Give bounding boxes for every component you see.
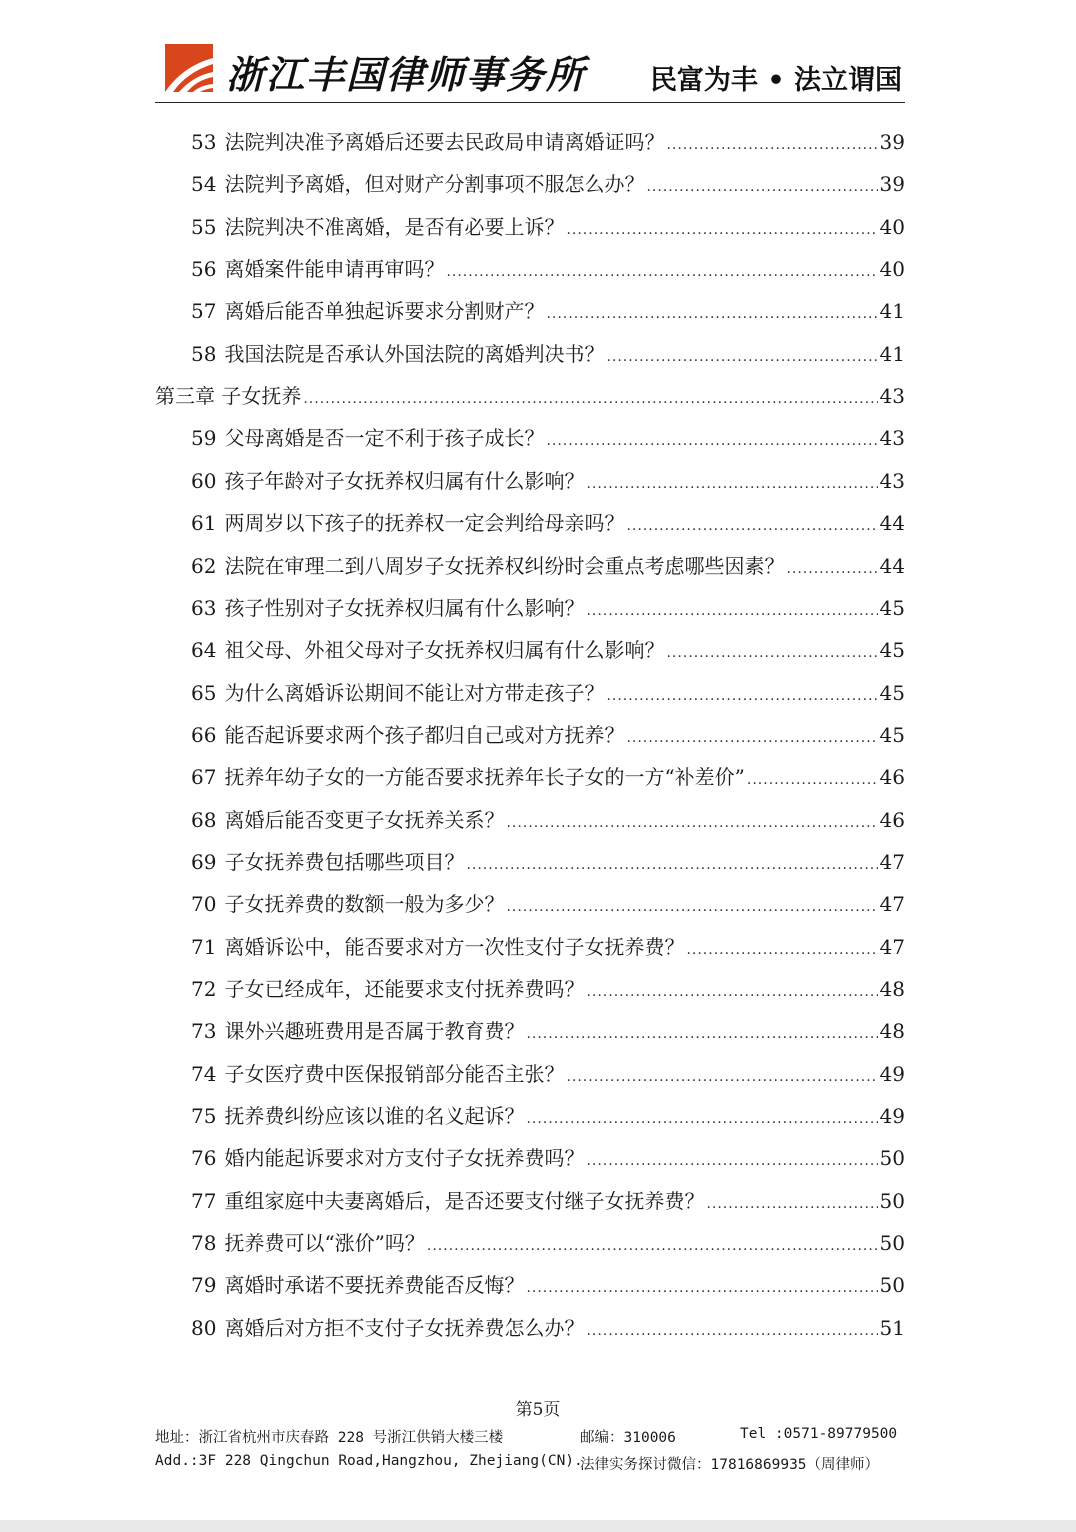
firm-slogan: 民富为丰 • 法立谓国 — [649, 65, 902, 96]
toc-entry[interactable] — [191, 1270, 905, 1300]
footer-address-cn: 地址：浙江省杭州市庆春路 228 号浙江供销大楼三楼 — [155, 1430, 504, 1446]
toc-dot-leader — [747, 765, 878, 795]
page-header — [0, 0, 1076, 110]
toc-entry-page: 43 — [879, 468, 905, 493]
toc-entry-title: 离婚诉讼中，能否要求对方一次性支付子女抚养费？ — [224, 934, 685, 959]
toc-entry-number: 60 — [191, 468, 217, 493]
toc-entry[interactable] — [191, 1016, 905, 1046]
toc-dot-leader — [586, 1316, 877, 1346]
toc-entry-page: 40 — [879, 214, 905, 239]
toc-entry-number: 57 — [191, 299, 217, 324]
toc-entry-page: 47 — [879, 934, 905, 959]
toc-entry-number: 80 — [191, 1315, 217, 1340]
toc-entry-number: 56 — [191, 257, 217, 282]
toc-entry-title: 第三章 子女抚养 — [155, 384, 302, 409]
toc-dot-leader — [666, 638, 877, 668]
toc-entry-title: 法院判决准予离婚后还要去民政局申请离婚证吗？ — [224, 130, 665, 154]
toc-entry-number: 74 — [191, 1061, 217, 1086]
toc-entry-title: 孩子性别对子女抚养权归属有什么影响？ — [224, 595, 585, 620]
toc-dot-leader — [506, 892, 877, 922]
toc-entry-number: 77 — [191, 1188, 217, 1213]
toc-entry[interactable] — [191, 1186, 905, 1216]
toc-entry-title: 婚内能起诉要求对方支付子女抚养费吗？ — [224, 1146, 585, 1171]
toc-entry-page: 45 — [879, 638, 905, 663]
toc-entry-title: 两周岁以下孩子的抚养权一定会判给母亲吗？ — [224, 511, 625, 536]
firm-name: 浙江丰国律师事务所 — [226, 52, 587, 97]
toc-entry-number: 55 — [191, 214, 217, 239]
toc-entry-title: 子女医疗费中医保报销部分能否主张？ — [224, 1061, 565, 1086]
toc-entry-title: 子女抚养费的数额一般为多少？ — [224, 892, 505, 917]
toc-entry-number: 54 — [191, 172, 217, 197]
firm-logo-icon — [165, 44, 213, 92]
toc-entry[interactable] — [191, 1059, 905, 1089]
toc-dot-leader — [586, 469, 877, 499]
toc-entry-title: 父母离婚是否一定不利于孩子成长？ — [224, 426, 545, 451]
page-bottom-band — [0, 1520, 1076, 1532]
toc-dot-leader — [466, 850, 877, 880]
toc-dot-leader — [706, 1189, 877, 1219]
toc-entry-number: 58 — [191, 341, 217, 366]
toc-entry-page: 50 — [879, 1231, 905, 1256]
toc-entry-number: 66 — [191, 722, 217, 747]
toc-dot-leader — [526, 1104, 877, 1134]
toc-dot-leader — [626, 723, 877, 753]
toc-entry-page: 39 — [879, 172, 905, 197]
toc-entry-title: 能否起诉要求两个孩子都归自己或对方抚养？ — [224, 722, 625, 747]
toc-entry[interactable] — [191, 1313, 905, 1343]
toc-entry[interactable] — [191, 889, 905, 919]
toc-entry-title: 我国法院是否承认外国法院的离婚判决书？ — [224, 341, 605, 366]
toc-entry-number: 59 — [191, 426, 217, 451]
toc-entry[interactable] — [191, 169, 905, 199]
toc-entry-title: 抚养费可以“涨价”吗？ — [224, 1231, 425, 1256]
toc-entry-page: 47 — [879, 892, 905, 917]
toc-entry[interactable] — [191, 212, 905, 242]
toc-dot-leader — [506, 808, 877, 838]
toc-entry[interactable] — [191, 1143, 905, 1173]
toc-dot-leader — [586, 1146, 877, 1176]
toc-entry[interactable] — [191, 1228, 905, 1258]
toc-entry[interactable] — [191, 423, 905, 453]
toc-entry-number: 67 — [191, 765, 217, 790]
toc-entry-number: 63 — [191, 595, 217, 620]
toc-entry-title: 离婚后对方拒不支付子女抚养费怎么办？ — [224, 1315, 585, 1340]
toc-entry-number: 64 — [191, 638, 217, 663]
toc-entry[interactable] — [191, 847, 905, 877]
toc-entry-page: 47 — [879, 849, 905, 874]
toc-dot-leader — [646, 172, 877, 202]
toc-entry-page: 50 — [879, 1273, 905, 1298]
toc-dot-leader — [566, 1062, 877, 1092]
toc-entry[interactable] — [191, 466, 905, 496]
footer-address-en: Add.:3F 228 Qingchun Road,Hangzhou, Zhejiang(CN). — [155, 1453, 583, 1469]
toc-entry[interactable] — [191, 127, 905, 157]
toc-entry-page: 41 — [879, 341, 905, 366]
footer-postcode: 邮编：310006 — [580, 1430, 676, 1446]
toc-dot-leader — [606, 681, 877, 711]
toc-dot-leader — [686, 935, 877, 965]
toc-dot-leader — [446, 257, 877, 287]
toc-entry-title: 抚养费纠纷应该以谁的名义起诉？ — [224, 1104, 525, 1129]
toc-dot-leader — [303, 384, 877, 414]
toc-entry-title: 祖父母、外祖父母对子女抚养权归属有什么影响？ — [224, 638, 665, 663]
toc-dot-leader — [666, 130, 877, 160]
toc-entry-page: 39 — [879, 130, 905, 154]
toc-entry-number: 72 — [191, 977, 217, 1001]
toc-entry-title: 法院在审理二到八周岁子女抚养权纠纷时会重点考虑哪些因素？ — [224, 553, 785, 578]
toc-dot-leader — [786, 554, 877, 584]
toc-entry-page: 46 — [879, 807, 905, 832]
toc-entry[interactable] — [191, 508, 905, 538]
footer-tel: Tel :0571-89779500 — [740, 1426, 898, 1442]
toc-entry-page: 50 — [879, 1188, 905, 1213]
toc-entry-number: 78 — [191, 1231, 217, 1256]
toc-entry-number: 69 — [191, 849, 217, 874]
toc-entry-page: 50 — [879, 1146, 905, 1171]
toc-entry-title: 重组家庭中夫妻离婚后，是否还要支付继子女抚养费？ — [224, 1188, 705, 1213]
toc-dot-leader — [427, 1231, 878, 1261]
toc-entry-title: 法院判予离婚，但对财产分割事项不服怎么办？ — [224, 172, 645, 197]
toc-entry-page: 45 — [879, 595, 905, 620]
toc-entry[interactable] — [191, 805, 905, 835]
toc-entry[interactable] — [191, 551, 905, 581]
toc-entry-number: 79 — [191, 1273, 217, 1298]
toc-entry-title: 离婚后能否单独起诉要求分割财产？ — [224, 299, 545, 324]
toc-entry-number: 70 — [191, 892, 217, 917]
toc-entry-number: 61 — [191, 511, 217, 536]
toc-entry-page: 49 — [879, 1104, 905, 1129]
toc-entry-page: 48 — [879, 1019, 905, 1044]
toc-entry-title: 为什么离婚诉讼期间不能让对方带走孩子？ — [224, 680, 605, 705]
toc-dot-leader — [526, 1019, 877, 1049]
toc-entry-number: 76 — [191, 1146, 217, 1171]
toc-dot-leader — [586, 596, 877, 626]
toc-entry[interactable] — [191, 974, 905, 1004]
toc-entry[interactable] — [191, 254, 905, 284]
toc-entry-page: 45 — [879, 722, 905, 747]
toc-dot-leader — [526, 1273, 877, 1303]
toc-entry[interactable] — [191, 339, 905, 369]
toc-entry-title: 子女抚养费包括哪些项目？ — [224, 849, 465, 874]
toc-entry-title: 离婚时承诺不要抚养费能否反悔？ — [224, 1273, 525, 1298]
toc-entry-number: 53 — [191, 130, 217, 154]
toc-dot-leader — [606, 342, 877, 372]
toc-dot-leader — [586, 977, 877, 1007]
toc-entry-title: 法院判决不准离婚，是否有必要上诉？ — [224, 214, 565, 239]
toc-entry-number: 75 — [191, 1104, 217, 1129]
toc-entry-title: 子女已经成年，还能要求支付抚养费吗？ — [224, 977, 585, 1001]
toc-entry-page: 44 — [879, 511, 905, 536]
toc-entry-page: 44 — [879, 553, 905, 578]
toc-entry-title: 抚养年幼子女的一方能否要求抚养年长子女的一方“补差价” — [224, 765, 745, 790]
toc-dot-leader — [566, 215, 877, 245]
toc-entry-number: 65 — [191, 680, 217, 705]
toc-dot-leader — [626, 511, 877, 541]
header-divider — [155, 102, 905, 103]
toc-entry[interactable] — [191, 762, 905, 792]
toc-entry[interactable] — [191, 635, 905, 665]
toc-dot-leader — [546, 299, 877, 329]
toc-entry-page: 40 — [879, 257, 905, 282]
toc-entry[interactable] — [191, 296, 905, 326]
toc-entry-page: 41 — [879, 299, 905, 324]
toc-entry[interactable] — [191, 593, 905, 623]
toc-entry-page: 51 — [879, 1315, 905, 1340]
toc-entry-page: 43 — [879, 384, 905, 409]
toc-entry-page: 46 — [879, 765, 905, 790]
footer-wechat: 法律实务探讨微信：17816869935（周律师） — [580, 1457, 880, 1473]
toc-entry-page: 48 — [879, 977, 905, 1001]
toc-entry-page: 43 — [879, 426, 905, 451]
toc-dot-leader — [546, 426, 877, 456]
toc-entry-number: 62 — [191, 553, 217, 578]
toc-entry-page: 49 — [879, 1061, 905, 1086]
toc-entry-title: 离婚后能否变更子女抚养关系？ — [224, 807, 505, 832]
toc-entry-page: 45 — [879, 680, 905, 705]
toc-chapter-entry[interactable] — [155, 381, 905, 411]
toc-entry-number: 68 — [191, 807, 217, 832]
toc-entry-title: 课外兴趣班费用是否属于教育费？ — [224, 1019, 525, 1044]
toc-entry[interactable] — [191, 720, 905, 750]
toc-entry-number: 73 — [191, 1019, 217, 1044]
toc-entry[interactable] — [191, 932, 905, 962]
page-number: 第5页 — [515, 1400, 561, 1420]
toc-entry-title: 孩子年龄对子女抚养权归属有什么影响？ — [224, 468, 585, 493]
toc-entry-title: 离婚案件能申请再审吗？ — [224, 257, 445, 282]
toc-entry[interactable] — [191, 678, 905, 708]
toc-entry[interactable] — [191, 1101, 905, 1131]
toc-entry-number: 71 — [191, 934, 217, 959]
